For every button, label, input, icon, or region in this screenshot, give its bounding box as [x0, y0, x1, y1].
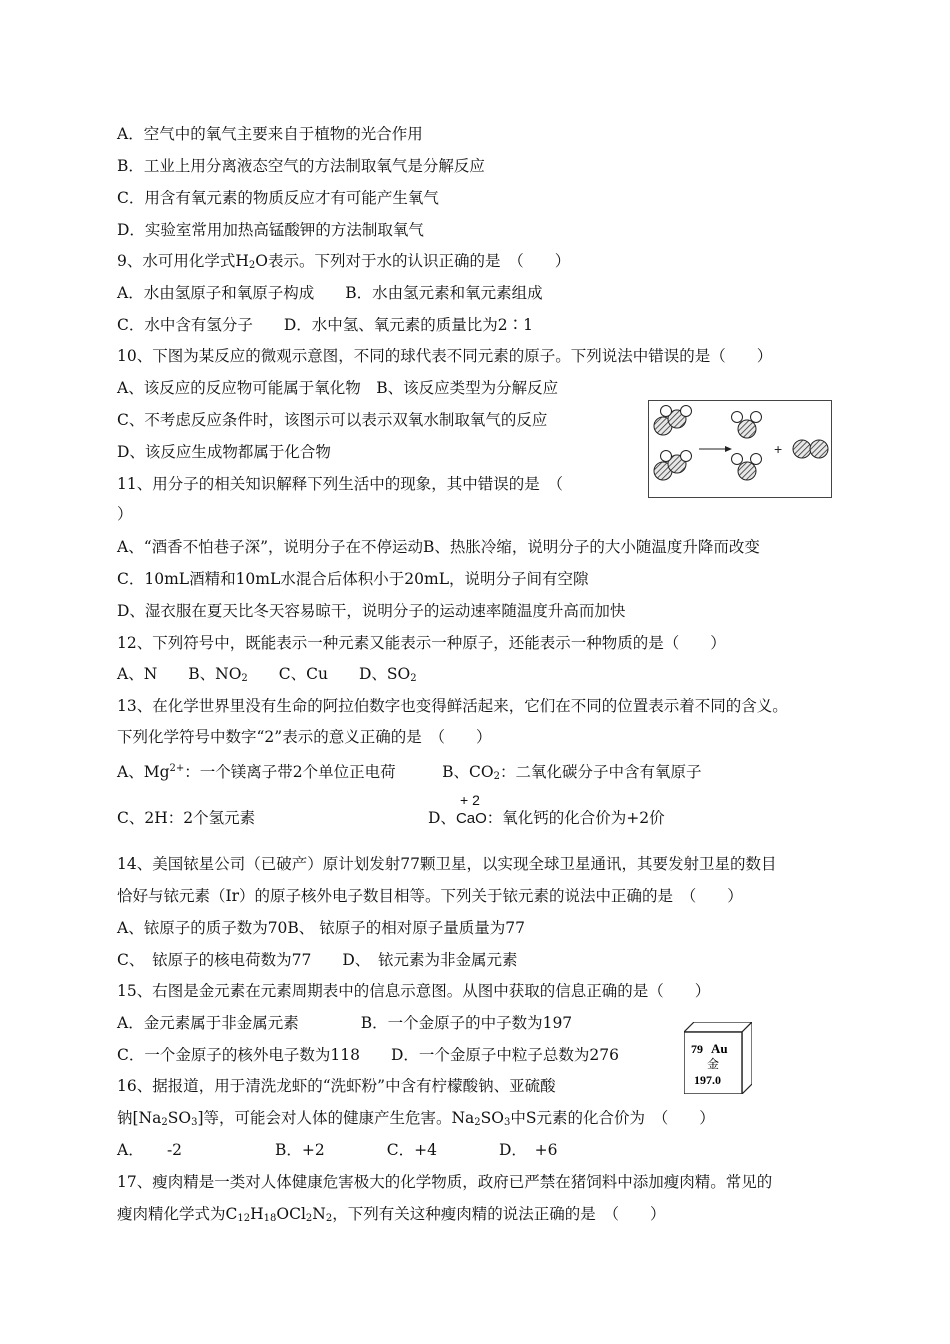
q11-stem-bracket: ）: [117, 505, 133, 523]
q15-options-ab: A．金元素属于非金属元素 B．一个金原子的中子数为197: [117, 1014, 573, 1032]
q16-stem: 16、据报道，用于清洗龙虾的“洗虾粉”中含有柠檬酸钠、亚硫酸: [117, 1077, 556, 1095]
gold-atomic-number: 79: [691, 1042, 703, 1056]
gold-element-card-svg: [684, 1022, 752, 1094]
q10-stem: 10、下图为某反应的微观示意图，不同的球代表不同元素的原子。下列说法中错误的是（ ）: [117, 347, 773, 365]
q13-option-c: C、2H：2个氢元素: [117, 809, 256, 827]
q9-options-cd: C．水中含有氢分子 D．水中氢、氧元素的质量比为2∶1: [117, 316, 534, 334]
q8-option-a: A．空气中的氧气主要来自于植物的光合作用: [117, 125, 423, 143]
q13-options-ab: A、$Mg^{2+}$：一个镁离子带2个单位正电荷 B、$CO_2$：二氧化碳分子中含有氧原子: [117, 763, 702, 782]
q11-options-ab: A、“酒香不怕巷子深”，说明分子在不停运动B、热胀冷缩，说明分子的大小随温度升降而改变: [117, 538, 760, 556]
q10-options-ab: A、该反应的反应物可能属于氧化物 B、该反应类型为分解反应: [117, 379, 559, 397]
q12-stem: 12、下列符号中，既能表示一种元素又能表示一种原子，还能表示一种物质的是（ ）: [117, 634, 726, 652]
reaction-diagram: [648, 400, 832, 498]
reaction-plus-sign: +: [774, 441, 783, 457]
reactant-molecule: [654, 406, 692, 436]
q11-option-d: D、湿衣服在夏天比冬天容易晾干，说明分子的运动速率随温度升高而加快: [117, 602, 626, 620]
q14-options-ab: A、铱原子的质子数为70B、 铱原子的相对原子量质量为77: [117, 919, 525, 937]
reaction-diagram-svg: [649, 401, 831, 497]
q17-stem-2: 瘦肉精化学式为$C_{12}H_{18}OCl_2N_2$，下列有关这种瘦肉精的说法正确的是 （ ）: [117, 1205, 666, 1224]
q16-stem-2: 钠$[Na_2SO_3]$等，可能会对人体的健康产生危害。$Na_2SO_3$中S元素的化合价为 （ ）: [117, 1109, 715, 1128]
q8-option-b: B．工业上用分离液态空气的方法制取氧气是分解反应: [117, 157, 485, 175]
q14-stem: 14、美国铱星公司（已破产）原计划发射77颗卫星，以实现全球卫星通讯，其要发射卫星的数目: [117, 855, 777, 873]
cao-valence-mark: + 2: [460, 792, 480, 808]
product-oxygen-molecule: [793, 440, 828, 458]
q11-option-c: C．10mL酒精和10mL水混合后体积小于20mL，说明分子间有空隙: [117, 570, 589, 588]
q9-stem: 9、水可用化学式$H_2O$表示。下列对于水的认识正确的是 （ ）: [117, 252, 571, 271]
q15-options-cd: C．一个金原子的核外电子数为118 D．一个金原子中粒子总数为276: [117, 1046, 619, 1064]
q14-options-cd: C、 铱原子的核电荷数为77 D、 铱元素为非金属元素: [117, 951, 518, 969]
q10-option-c: C、不考虑反应条件时，该图示可以表示双氧水制取氧气的反应: [117, 411, 548, 429]
q13-option-d: D、CaO：氧化钙的化合价为+2价: [428, 809, 665, 827]
product-water-molecule: [732, 412, 762, 439]
q8-option-d: D．实验室常用加热高锰酸钾的方法制取氧气: [117, 221, 424, 239]
q8-option-c: C．用含有氧元素的物质反应才有可能产生氧气: [117, 189, 439, 207]
q12-options: A、N B、$NO_2$ C、Cu D、$SO_2$: [117, 665, 417, 684]
q10-option-d: D、该反应生成物都属于化合物: [117, 443, 331, 461]
q14-stem-2: 恰好与铱元素（Ir）的原子核外电子数目相等。下列关于铱元素的说法中正确的是 （ ）: [117, 887, 743, 905]
q13-stem-2: 下列化学符号中数字“2”表示的意义正确的是 （ ）: [117, 728, 492, 746]
gold-element-card: [684, 1022, 752, 1094]
reaction-arrow-icon: [699, 446, 732, 452]
q9-options-ab: A．水由氢原子和氧原子构成 B．水由氢元素和氧元素组成: [117, 284, 543, 302]
reactant-molecule: [654, 451, 692, 481]
q11-stem: 11、用分子的相关知识解释下列生活中的现象，其中错误的是 （: [117, 475, 563, 493]
q13-stem: 13、在化学世界里没有生命的阿拉伯数字也变得鲜活起来，它们在不同的位置表示着不同的含义。: [117, 697, 788, 715]
q17-stem: 17、瘦肉精是一类对人体健康危害极大的化学物质，政府已严禁在猪饲料中添加瘦肉精。常见的: [117, 1173, 773, 1191]
q15-stem: 15、右图是金元素在元素周期表中的信息示意图。从图中获取的信息正确的是（ ）: [117, 982, 711, 1000]
q16-options: A． -2 B．+2 C．+4 D． +6: [117, 1141, 558, 1159]
product-water-molecule: [732, 454, 762, 481]
gold-name: 金: [707, 1057, 720, 1071]
gold-atomic-mass: 197.0: [694, 1073, 721, 1087]
gold-symbol: Au: [711, 1041, 728, 1056]
